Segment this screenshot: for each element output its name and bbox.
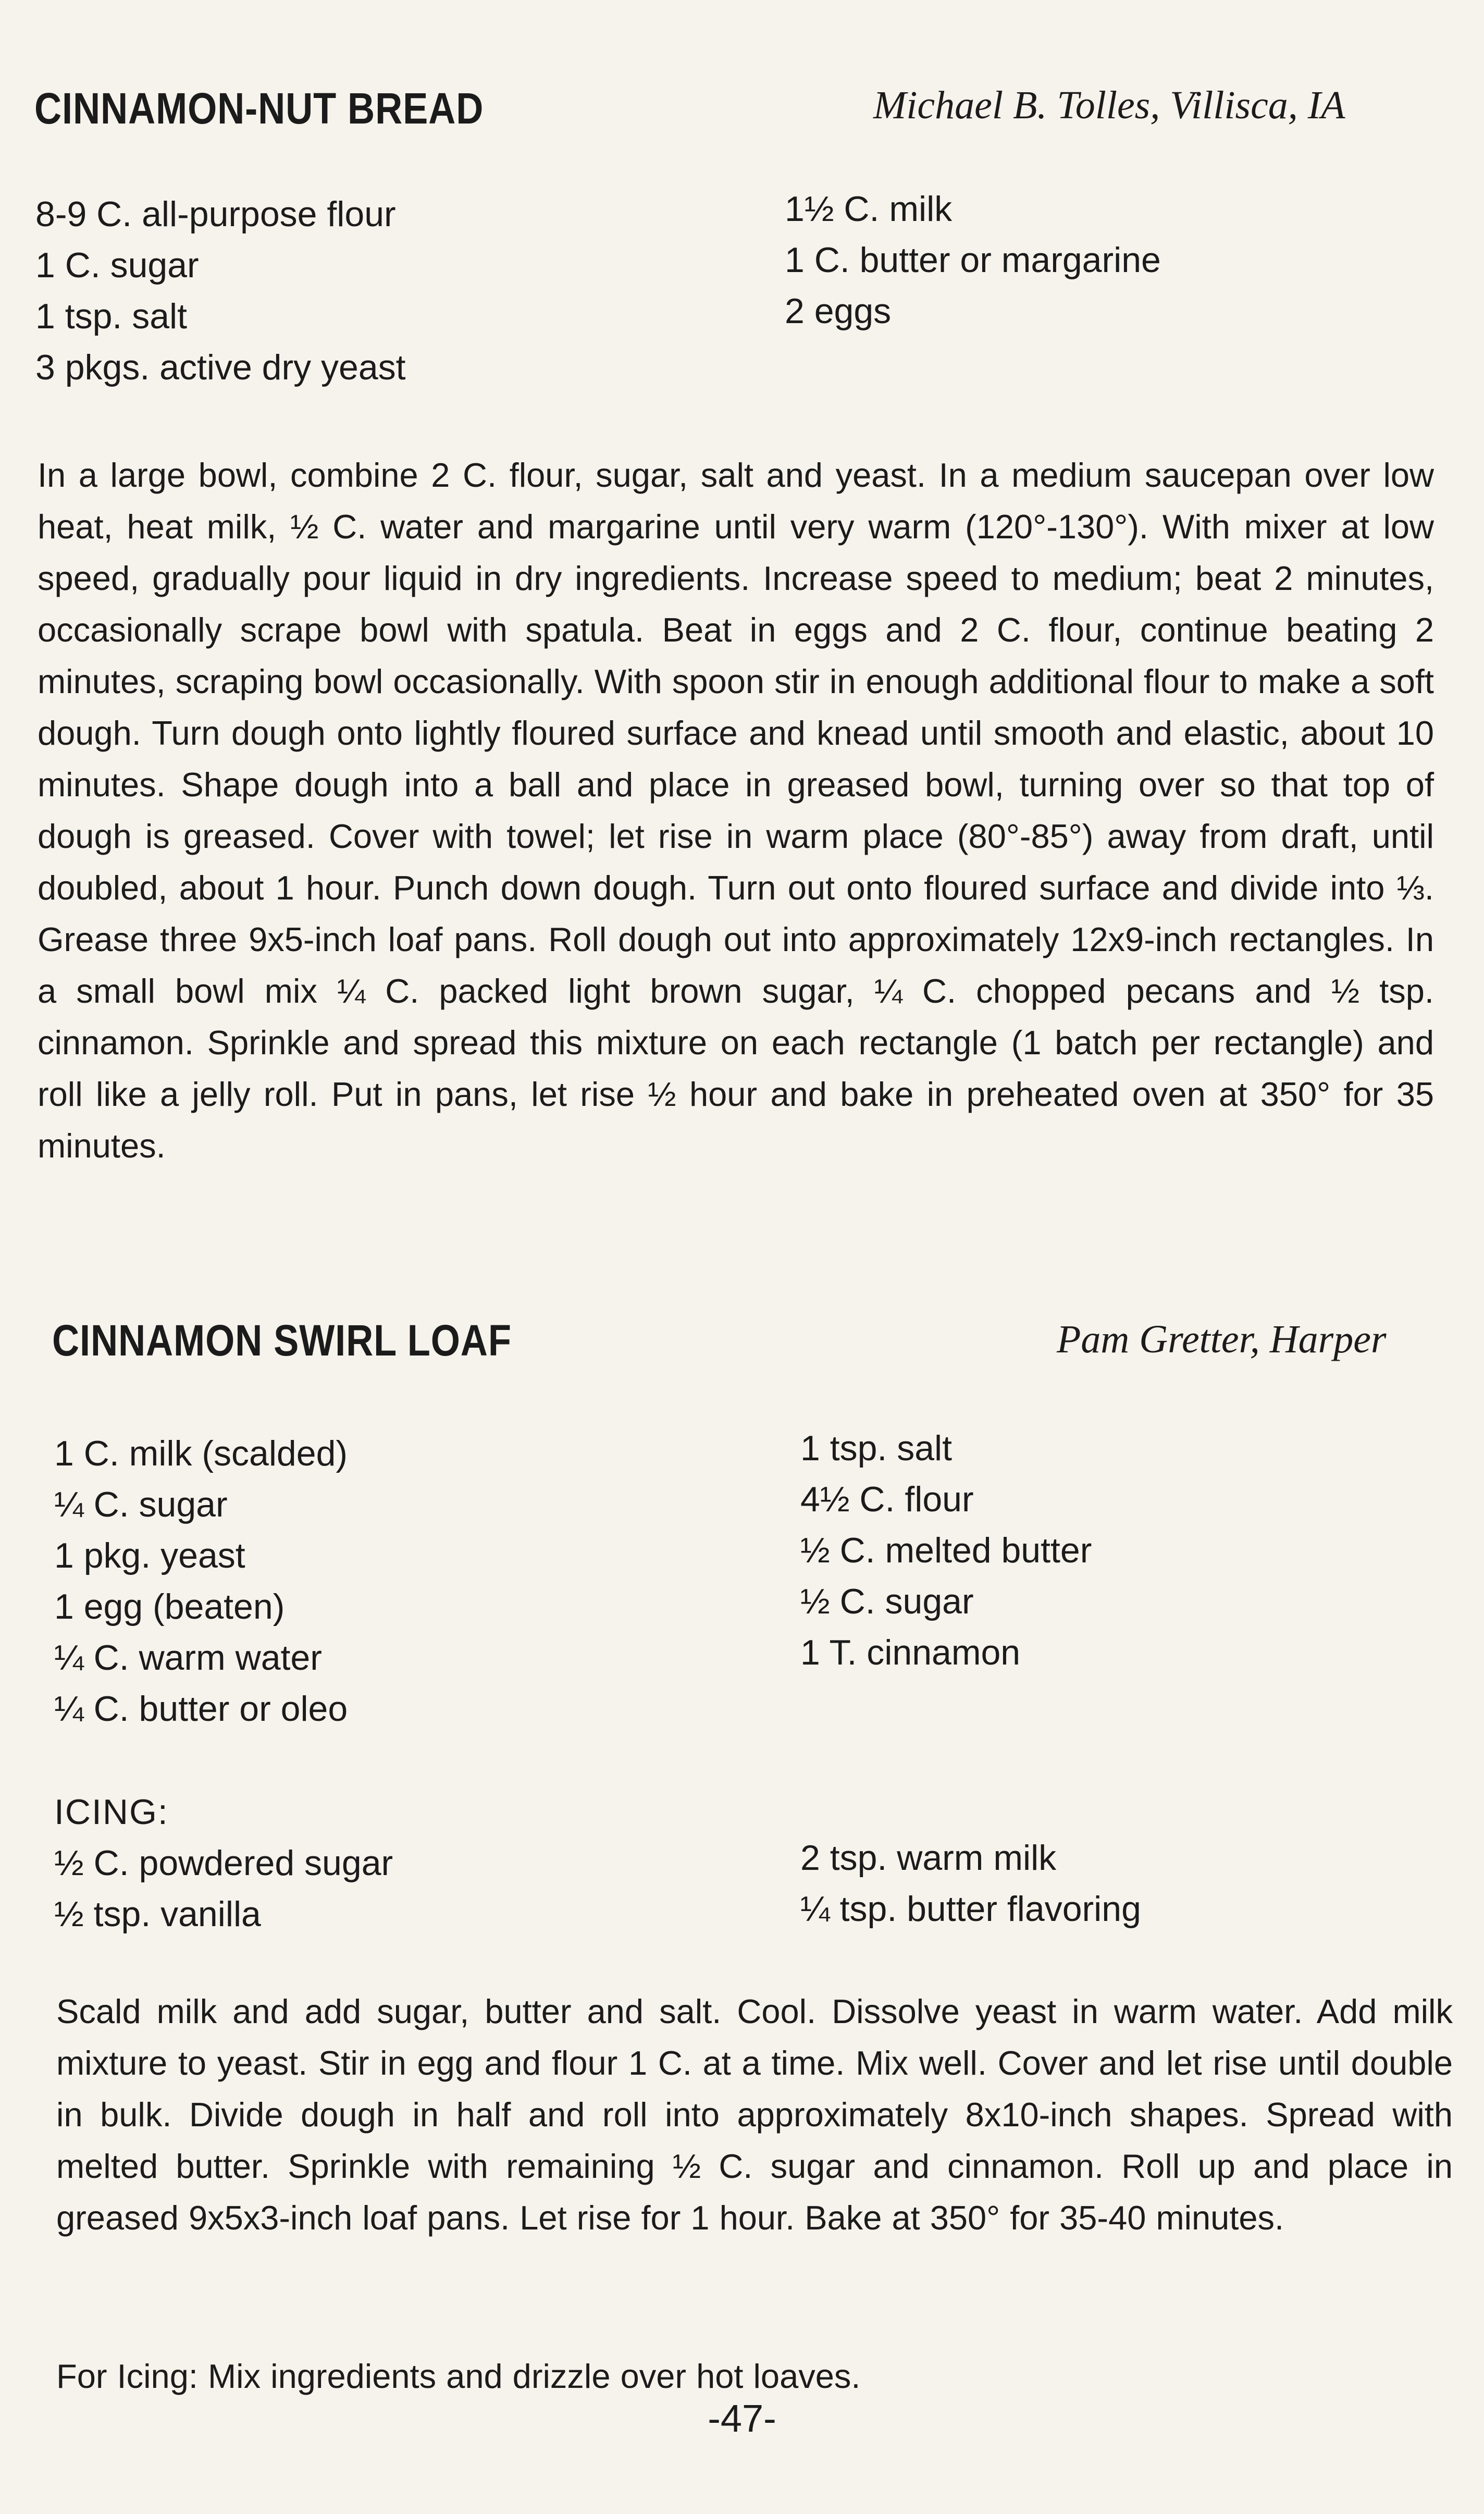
ingredient-item: ¼ C. butter or oleo	[54, 1689, 348, 1729]
ingredients-left-column	[35, 189, 406, 393]
recipe-title: CINNAMON-NUT BREAD	[34, 84, 484, 133]
icing-item: ¼ tsp. butter flavoring	[800, 1889, 1141, 1929]
ingredient-item: ½ C. sugar	[800, 1582, 974, 1621]
icing-item: 2 tsp. warm milk	[800, 1838, 1057, 1878]
ingredients-left-column	[54, 1428, 348, 1734]
ingredients-right-column	[785, 183, 1161, 337]
ingredient-item: ¼ C. warm water	[54, 1638, 322, 1678]
icing-directions: For Icing: Mix ingredients and drizzle over hot loaves.	[56, 2357, 861, 2395]
recipe-directions: In a large bowl, combine 2 C. flour, sugar, salt and yeast. In a medium saucepan over low heat, heat milk, ½ C. water and margarine until very warm (120°-130°). With mixer at low speed, gradually pour liquid in dry ingredients. Increase speed to medium; beat 2 minutes, occasionally scrape bowl with spatula. Beat in eggs and 2 C. flour, continue beating 2 minutes, scraping bowl occasionally. With spoon stir in enough additional flour to make a soft dough. Turn dough onto lightly floured surface and knead until smooth and elastic, about 10 minutes. Shape dough into a ball and place in greased bowl, turning over so that top of dough is greased. Cover with towel; let rise in warm place (80°-85°) away from draft, until doubled, about 1 hour. Punch down dough. Turn out onto floured surface and divide into ⅓. Grease three 9x5-inch loaf pans. Roll dough out into approximately 12x9-inch rectangles. In a small bowl mix ¼ C. packed light brown sugar, ¼ C. chopped pecans and ½ tsp. cinnamon. Sprinkle and spread this mixture on each rectangle (1 batch per rectangle) and roll like a jelly roll. Put in pans, let rise ½ hour and bake in preheated oven at 350° for 35 minutes.	[38, 456, 1434, 1165]
ingredient-item: 8-9 C. all-purpose flour	[35, 194, 396, 234]
ingredient-item: ¼ C. sugar	[54, 1485, 228, 1524]
icing-label: ICING:	[54, 1792, 169, 1832]
ingredient-item: 1 egg (beaten)	[54, 1587, 285, 1626]
recipe-author: Michael B. Tolles, Villisca, IA	[873, 83, 1345, 127]
icing-right-column	[800, 1832, 1141, 1934]
ingredient-item: 1 tsp. salt	[800, 1428, 953, 1468]
icing-item: ½ C. powdered sugar	[54, 1843, 393, 1883]
recipe-directions: Scald milk and add sugar, butter and salt. Cool. Dissolve yeast in warm water. Add milk mixture to yeast. Stir in egg and flour 1 C. at a time. Mix well. Cover and let rise until double in bulk. Divide dough in half and roll into approximately 8x10-inch shapes. Spread with melted butter. Sprinkle with remaining ½ C. sugar and cinnamon. Roll up and place in greased 9x5x3-inch loaf pans. Let rise for 1 hour. Bake at 350° for 35-40 minutes.	[56, 1992, 1453, 2237]
recipe-author: Pam Gretter, Harper	[1057, 1317, 1387, 1361]
icing-item: ½ tsp. vanilla	[54, 1894, 261, 1934]
icing-left-column	[54, 1838, 393, 1940]
ingredient-item: 1 pkg. yeast	[54, 1536, 245, 1575]
ingredient-item: 4½ C. flour	[800, 1480, 974, 1519]
ingredient-item: 1 tsp. salt	[35, 297, 188, 336]
ingredient-item: 3 pkgs. active dry yeast	[35, 348, 406, 387]
ingredients-right-column	[800, 1423, 1092, 1678]
page-number: -47-	[708, 2397, 776, 2440]
ingredient-item: 1 T. cinnamon	[800, 1633, 1021, 1672]
ingredient-item: 2 eggs	[785, 291, 892, 331]
ingredient-item: 1½ C. milk	[785, 189, 953, 229]
ingredient-item: 1 C. sugar	[35, 245, 199, 285]
ingredient-item: ½ C. melted butter	[800, 1531, 1092, 1570]
ingredient-item: 1 C. milk (scalded)	[54, 1434, 348, 1473]
recipe-title: CINNAMON SWIRL LOAF	[52, 1316, 512, 1365]
ingredient-item: 1 C. butter or margarine	[785, 240, 1161, 280]
